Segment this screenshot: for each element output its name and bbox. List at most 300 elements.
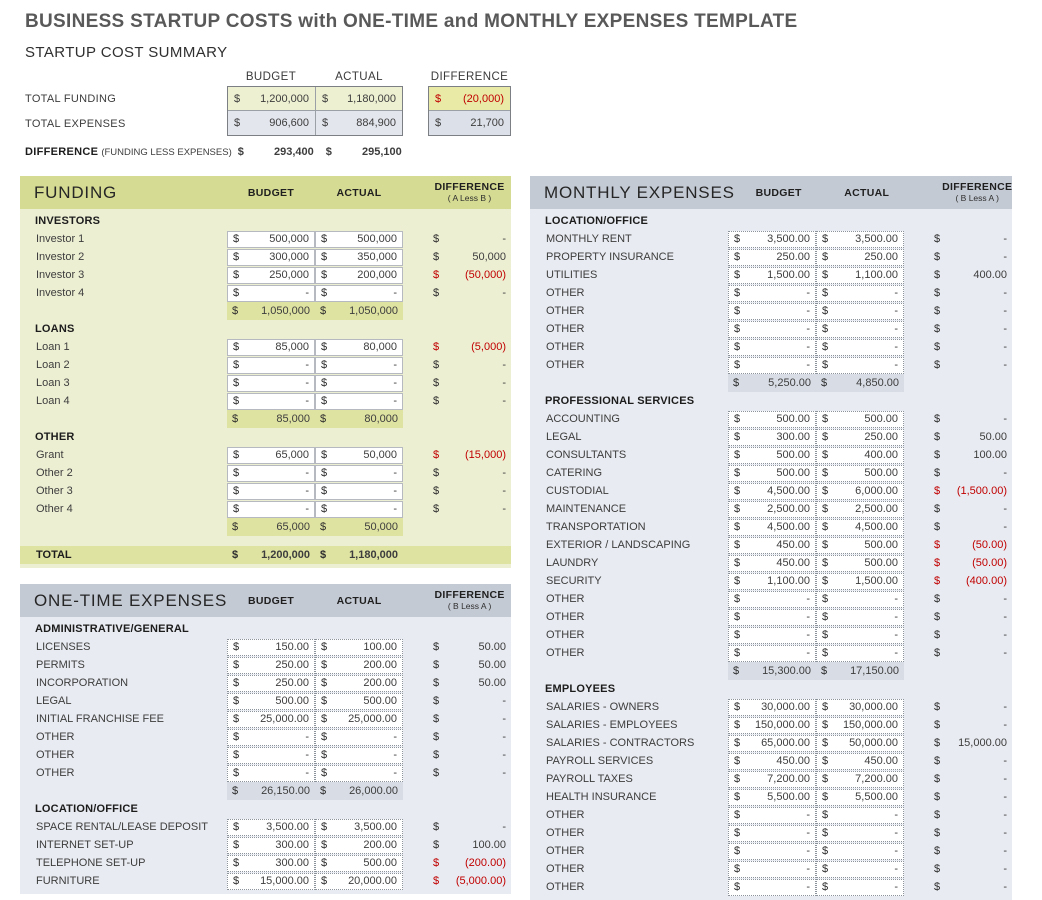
actual-cell[interactable]	[816, 519, 904, 536]
actual-cell[interactable]	[315, 711, 403, 728]
actual-subtotal-cell	[315, 782, 403, 800]
cell-value: 500.00	[776, 467, 810, 479]
actual-cell[interactable]	[315, 501, 403, 518]
item-row	[530, 824, 1012, 842]
dollar-sign: $	[822, 251, 829, 263]
budget-cell[interactable]	[728, 537, 816, 554]
one-time-expenses-section-body	[20, 617, 511, 894]
cell-value: -	[806, 647, 810, 659]
actual-cell[interactable]	[315, 729, 403, 746]
monthly-expenses-section-body	[530, 209, 1012, 900]
cell-value: -	[1003, 755, 1007, 767]
dollar-sign: $	[233, 677, 240, 689]
budget-cell[interactable]	[227, 855, 315, 872]
budget-cell[interactable]	[728, 645, 816, 662]
actual-cell[interactable]	[816, 357, 904, 374]
dollar-sign: $	[232, 305, 239, 317]
budget-cell[interactable]	[728, 807, 816, 824]
dollar-sign: $	[934, 233, 941, 245]
budget-cell[interactable]	[227, 711, 315, 728]
cell-value: 500.00	[776, 449, 810, 461]
cell-value: -	[305, 731, 309, 743]
dollar-sign: $	[734, 251, 741, 263]
dollar-sign: $	[822, 413, 829, 425]
item-row	[530, 320, 1012, 338]
budget-cell[interactable]	[728, 519, 816, 536]
row-label: OTHER	[546, 305, 585, 317]
dollar-sign: $	[321, 659, 328, 671]
subtotal-highlight	[227, 518, 403, 536]
actual-cell[interactable]	[816, 231, 904, 248]
cell-value: -	[502, 503, 506, 515]
row-label: OTHER	[546, 611, 585, 623]
item-row	[530, 860, 1012, 878]
item-row	[530, 500, 1012, 518]
row-label: LICENSES	[36, 641, 91, 653]
actual-cell[interactable]	[315, 339, 403, 356]
budget-cell[interactable]	[728, 429, 816, 446]
actual-cell[interactable]	[816, 267, 904, 284]
budget-cell[interactable]	[227, 819, 315, 836]
budget-cell[interactable]	[728, 735, 816, 752]
funding-section-body	[20, 209, 511, 568]
cell-value: -	[393, 767, 397, 779]
item-row	[20, 230, 511, 248]
actual-cell[interactable]	[816, 807, 904, 824]
dollar-sign: $	[934, 845, 941, 857]
dollar-sign: $	[325, 146, 332, 158]
subsection-header-row	[530, 392, 1012, 410]
cell-value: (50,000)	[465, 269, 506, 281]
difference-cell	[428, 267, 511, 284]
cell-value: -	[393, 731, 397, 743]
actual-cell[interactable]	[816, 735, 904, 752]
cell-value: -	[806, 863, 810, 875]
cell-value: (5,000.00)	[455, 875, 506, 887]
row-label: UTILITIES	[546, 269, 598, 281]
cell-value: -	[305, 467, 309, 479]
cell-value: 5,250.00	[768, 377, 811, 389]
row-label: FURNITURE	[36, 875, 100, 887]
actual-subtotal-cell	[816, 662, 904, 680]
budget-cell[interactable]	[728, 771, 816, 788]
subsection-header-row	[20, 800, 511, 818]
cell-value: 100.00	[973, 449, 1007, 461]
summary-table	[20, 86, 511, 136]
monthly-expenses-section-header	[530, 176, 1012, 209]
budget-cell[interactable]	[227, 693, 315, 710]
actual-cell[interactable]	[315, 747, 403, 764]
dollar-sign: $	[321, 377, 328, 389]
budget-cell[interactable]	[227, 747, 315, 764]
summary-difference-row	[20, 143, 511, 161]
difference-column-header	[936, 182, 1019, 203]
budget-cell[interactable]	[728, 843, 816, 860]
difference-column-header	[428, 590, 511, 611]
row-label: Other 4	[36, 503, 73, 515]
difference-cell	[929, 231, 1012, 248]
cell-value: 26,150.00	[261, 785, 310, 797]
budget-cell[interactable]	[227, 249, 315, 266]
cell-value: 250.00	[275, 677, 309, 689]
total-expenses-label: TOTAL EXPENSES	[25, 117, 126, 130]
cell-value: 25,000.00	[260, 713, 309, 725]
dollar-sign: $	[822, 593, 829, 605]
actual-cell[interactable]	[315, 639, 403, 656]
cell-value: 50,000.00	[849, 737, 898, 749]
total-expenses-budget-cell	[228, 111, 316, 135]
cell-value: -	[1003, 287, 1007, 299]
dollar-sign: $	[934, 413, 941, 425]
actual-cell[interactable]	[315, 855, 403, 872]
budget-cell[interactable]	[728, 573, 816, 590]
actual-cell[interactable]	[816, 627, 904, 644]
budget-cell[interactable]	[728, 501, 816, 518]
dollar-sign: $	[822, 269, 829, 281]
item-row	[530, 230, 1012, 248]
budget-cell[interactable]	[728, 483, 816, 500]
dollar-sign: $	[734, 323, 741, 335]
subtotal-row	[20, 410, 511, 428]
cell-value: 65,000.00	[761, 737, 810, 749]
cell-value: 5,500.00	[767, 791, 810, 803]
actual-cell[interactable]	[816, 879, 904, 896]
dollar-sign: $	[822, 773, 829, 785]
actual-cell[interactable]	[315, 357, 403, 374]
cell-value: -	[502, 821, 506, 833]
budget-cell[interactable]	[227, 657, 315, 674]
budget-cell[interactable]	[728, 699, 816, 716]
budget-cell[interactable]	[227, 501, 315, 518]
section-title: FUNDING	[34, 182, 118, 202]
cell-value: -	[1003, 863, 1007, 875]
budget-cell[interactable]	[227, 267, 315, 284]
difference-cell	[929, 573, 1012, 590]
difference-cell	[929, 411, 1012, 428]
row-label: Loan 4	[36, 395, 70, 407]
spacer-row	[20, 536, 511, 546]
actual-cell[interactable]	[315, 873, 403, 890]
dollar-sign: $	[321, 731, 328, 743]
cell-value: 906,600	[269, 117, 309, 129]
dollar-sign: $	[822, 449, 829, 461]
dollar-sign: $	[321, 251, 328, 263]
cell-value: 500.00	[275, 695, 309, 707]
dollar-sign: $	[734, 827, 741, 839]
actual-cell[interactable]	[816, 717, 904, 734]
dollar-sign: $	[734, 233, 741, 245]
cell-value: (400.00)	[966, 575, 1007, 587]
dollar-sign: $	[934, 287, 941, 299]
difference-cell	[428, 375, 511, 392]
budget-cell[interactable]	[227, 765, 315, 782]
cell-value: 100.00	[472, 839, 506, 851]
budget-cell[interactable]	[728, 249, 816, 266]
budget-cell[interactable]	[227, 339, 315, 356]
dollar-sign: $	[321, 713, 328, 725]
cell-value: 300.00	[275, 839, 309, 851]
actual-cell[interactable]	[315, 249, 403, 266]
budget-cell[interactable]	[728, 357, 816, 374]
row-label: OTHER	[546, 629, 585, 641]
difference-cell	[929, 555, 1012, 572]
cell-value: 65,000	[275, 449, 309, 461]
budget-cell[interactable]	[728, 267, 816, 284]
actual-cell[interactable]	[315, 267, 403, 284]
budget-cell[interactable]	[728, 789, 816, 806]
actual-cell[interactable]	[816, 609, 904, 626]
budget-cell[interactable]	[728, 285, 816, 302]
dollar-sign: $	[433, 269, 440, 281]
dollar-sign: $	[320, 785, 327, 797]
difference-cell	[929, 753, 1012, 770]
total-label: TOTAL	[36, 549, 72, 561]
actual-cell[interactable]	[315, 393, 403, 410]
budget-cell[interactable]	[227, 393, 315, 410]
budget-cell[interactable]	[227, 447, 315, 464]
dollar-sign: $	[934, 305, 941, 317]
budget-cell[interactable]	[728, 861, 816, 878]
dollar-sign: $	[934, 251, 941, 263]
item-row	[20, 692, 511, 710]
budget-cell[interactable]	[227, 375, 315, 392]
actual-cell[interactable]	[816, 465, 904, 482]
actual-cell[interactable]	[315, 231, 403, 248]
cell-value: 50.00	[979, 431, 1007, 443]
actual-cell[interactable]	[816, 285, 904, 302]
dollar-sign: $	[433, 713, 440, 725]
difference-cell	[929, 429, 1012, 446]
dollar-sign: $	[321, 503, 328, 515]
difference-header-label: DIFFERENCE	[434, 589, 505, 602]
budget-cell[interactable]	[728, 465, 816, 482]
cell-value: -	[1003, 503, 1007, 515]
dollar-sign: $	[934, 341, 941, 353]
actual-cell[interactable]	[816, 861, 904, 878]
row-label: OTHER	[546, 323, 585, 335]
actual-cell[interactable]	[816, 825, 904, 842]
difference-cell	[428, 873, 511, 890]
actual-cell[interactable]	[816, 537, 904, 554]
actual-cell[interactable]	[315, 657, 403, 674]
cell-value: -	[1003, 413, 1007, 425]
budget-cell[interactable]	[728, 627, 816, 644]
actual-cell[interactable]	[315, 483, 403, 500]
difference-header-label: DIFFERENCE	[942, 181, 1013, 194]
row-label: LEGAL	[36, 695, 72, 707]
actual-cell[interactable]	[816, 321, 904, 338]
cell-value: -	[305, 359, 309, 371]
item-row	[530, 716, 1012, 734]
budget-cell[interactable]	[728, 825, 816, 842]
row-label: Loan 2	[36, 359, 70, 371]
item-row	[20, 746, 511, 764]
actual-cell[interactable]	[816, 555, 904, 572]
budget-cell[interactable]	[227, 639, 315, 656]
actual-cell[interactable]	[816, 339, 904, 356]
difference-cell	[428, 285, 511, 302]
cell-value: -	[806, 881, 810, 893]
difference-cell	[428, 447, 511, 464]
dollar-sign: $	[822, 341, 829, 353]
budget-cell[interactable]	[227, 285, 315, 302]
row-label: OTHER	[36, 749, 75, 761]
dollar-sign: $	[233, 503, 240, 515]
actual-cell[interactable]	[816, 501, 904, 518]
cell-value: -	[894, 827, 898, 839]
actual-cell[interactable]	[816, 645, 904, 662]
actual-column-header: ACTUAL	[336, 594, 382, 607]
budget-cell[interactable]	[728, 879, 816, 896]
budget-cell[interactable]	[728, 717, 816, 734]
item-row	[530, 626, 1012, 644]
dollar-sign: $	[734, 467, 741, 479]
dollar-sign: $	[734, 737, 741, 749]
budget-cell[interactable]	[227, 873, 315, 890]
actual-cell[interactable]	[315, 375, 403, 392]
budget-cell[interactable]	[728, 231, 816, 248]
actual-cell[interactable]	[315, 447, 403, 464]
row-label: CUSTODIAL	[546, 485, 609, 497]
difference-cell	[929, 843, 1012, 860]
cell-value: -	[1003, 305, 1007, 317]
budget-cell[interactable]	[227, 483, 315, 500]
cell-value: -	[894, 323, 898, 335]
budget-cell[interactable]	[728, 555, 816, 572]
cell-value: -	[1003, 359, 1007, 371]
actual-cell[interactable]	[315, 837, 403, 854]
actual-cell[interactable]	[315, 819, 403, 836]
dollar-sign: $	[320, 549, 327, 561]
cell-value: -	[393, 503, 397, 515]
row-label: EXTERIOR / LANDSCAPING	[546, 539, 691, 551]
actual-cell[interactable]	[315, 765, 403, 782]
one-time-expenses-section	[20, 584, 511, 894]
item-row	[530, 608, 1012, 626]
actual-cell[interactable]	[816, 843, 904, 860]
actual-cell[interactable]	[315, 465, 403, 482]
actual-cell[interactable]	[816, 771, 904, 788]
dollar-sign: $	[734, 701, 741, 713]
item-row	[530, 302, 1012, 320]
difference-cell	[929, 699, 1012, 716]
budget-cell[interactable]	[728, 753, 816, 770]
budget-cell[interactable]	[728, 303, 816, 320]
actual-cell[interactable]	[816, 699, 904, 716]
item-row	[530, 428, 1012, 446]
dollar-sign: $	[934, 647, 941, 659]
cell-value: 26,000.00	[349, 785, 398, 797]
cell-value: 250.00	[275, 659, 309, 671]
dollar-sign: $	[433, 467, 440, 479]
item-row	[20, 446, 511, 464]
row-label: TELEPHONE SET-UP	[36, 857, 146, 869]
difference-cell	[428, 711, 511, 728]
cell-value: 500,000	[357, 233, 397, 245]
dollar-sign: $	[321, 857, 328, 869]
difference-cell	[929, 303, 1012, 320]
budget-cell[interactable]	[227, 837, 315, 854]
difference-cell	[929, 501, 1012, 518]
dollar-sign: $	[934, 755, 941, 767]
actual-cell[interactable]	[816, 411, 904, 428]
cell-value: -	[305, 503, 309, 515]
actual-cell[interactable]	[816, 753, 904, 770]
actual-cell[interactable]	[816, 249, 904, 266]
row-label: OTHER	[546, 593, 585, 605]
cell-value: 85,000	[275, 341, 309, 353]
cell-value: 250.00	[776, 251, 810, 263]
actual-cell[interactable]	[816, 303, 904, 320]
subtotal-row	[20, 782, 511, 800]
cell-value: (5,000)	[471, 341, 506, 353]
budget-cell[interactable]	[227, 465, 315, 482]
dollar-sign: $	[435, 92, 442, 105]
item-row	[20, 728, 511, 746]
cell-value: -	[393, 287, 397, 299]
actual-cell[interactable]	[315, 675, 403, 692]
difference-cell	[929, 861, 1012, 878]
cell-value: -	[502, 713, 506, 725]
cell-value: 3,500.00	[266, 821, 309, 833]
difference-note: (FUNDING LESS EXPENSES)	[101, 147, 232, 158]
budget-cell[interactable]	[728, 591, 816, 608]
budget-cell[interactable]	[728, 321, 816, 338]
subtotal-highlight	[728, 374, 904, 392]
budget-cell[interactable]	[227, 729, 315, 746]
dollar-sign: $	[734, 593, 741, 605]
actual-cell[interactable]	[816, 573, 904, 590]
cell-value: -	[806, 323, 810, 335]
difference-cell	[428, 357, 511, 374]
dollar-sign: $	[934, 809, 941, 821]
cell-value: (1,500.00)	[956, 485, 1007, 497]
cell-value: 25,000.00	[348, 713, 397, 725]
cell-value: 300,000	[269, 251, 309, 263]
budget-cell[interactable]	[728, 609, 816, 626]
budget-cell[interactable]	[728, 447, 816, 464]
actual-cell[interactable]	[816, 483, 904, 500]
cell-value: 1,200,000	[260, 92, 309, 105]
budget-cell[interactable]	[227, 357, 315, 374]
actual-cell[interactable]	[816, 591, 904, 608]
dollar-sign: $	[433, 731, 440, 743]
cell-value: 7,200.00	[767, 773, 810, 785]
dollar-sign: $	[822, 701, 829, 713]
actual-cell[interactable]	[816, 789, 904, 806]
item-row	[530, 788, 1012, 806]
budget-cell[interactable]	[227, 675, 315, 692]
actual-cell[interactable]	[315, 693, 403, 710]
actual-cell[interactable]	[816, 429, 904, 446]
budget-cell[interactable]	[227, 231, 315, 248]
budget-cell[interactable]	[728, 339, 816, 356]
dollar-sign: $	[934, 431, 941, 443]
cell-value: 1,500.00	[855, 575, 898, 587]
actual-cell[interactable]	[315, 285, 403, 302]
cell-value: -	[393, 395, 397, 407]
cell-value: 1,050,000	[349, 305, 398, 317]
dollar-sign: $	[233, 287, 240, 299]
dollar-sign: $	[433, 377, 440, 389]
dollar-sign: $	[233, 467, 240, 479]
subtotal-row	[20, 302, 511, 320]
actual-cell[interactable]	[816, 447, 904, 464]
budget-cell[interactable]	[728, 411, 816, 428]
difference-cell	[929, 267, 1012, 284]
dollar-sign: $	[433, 287, 440, 299]
subtotal-row	[20, 518, 511, 536]
